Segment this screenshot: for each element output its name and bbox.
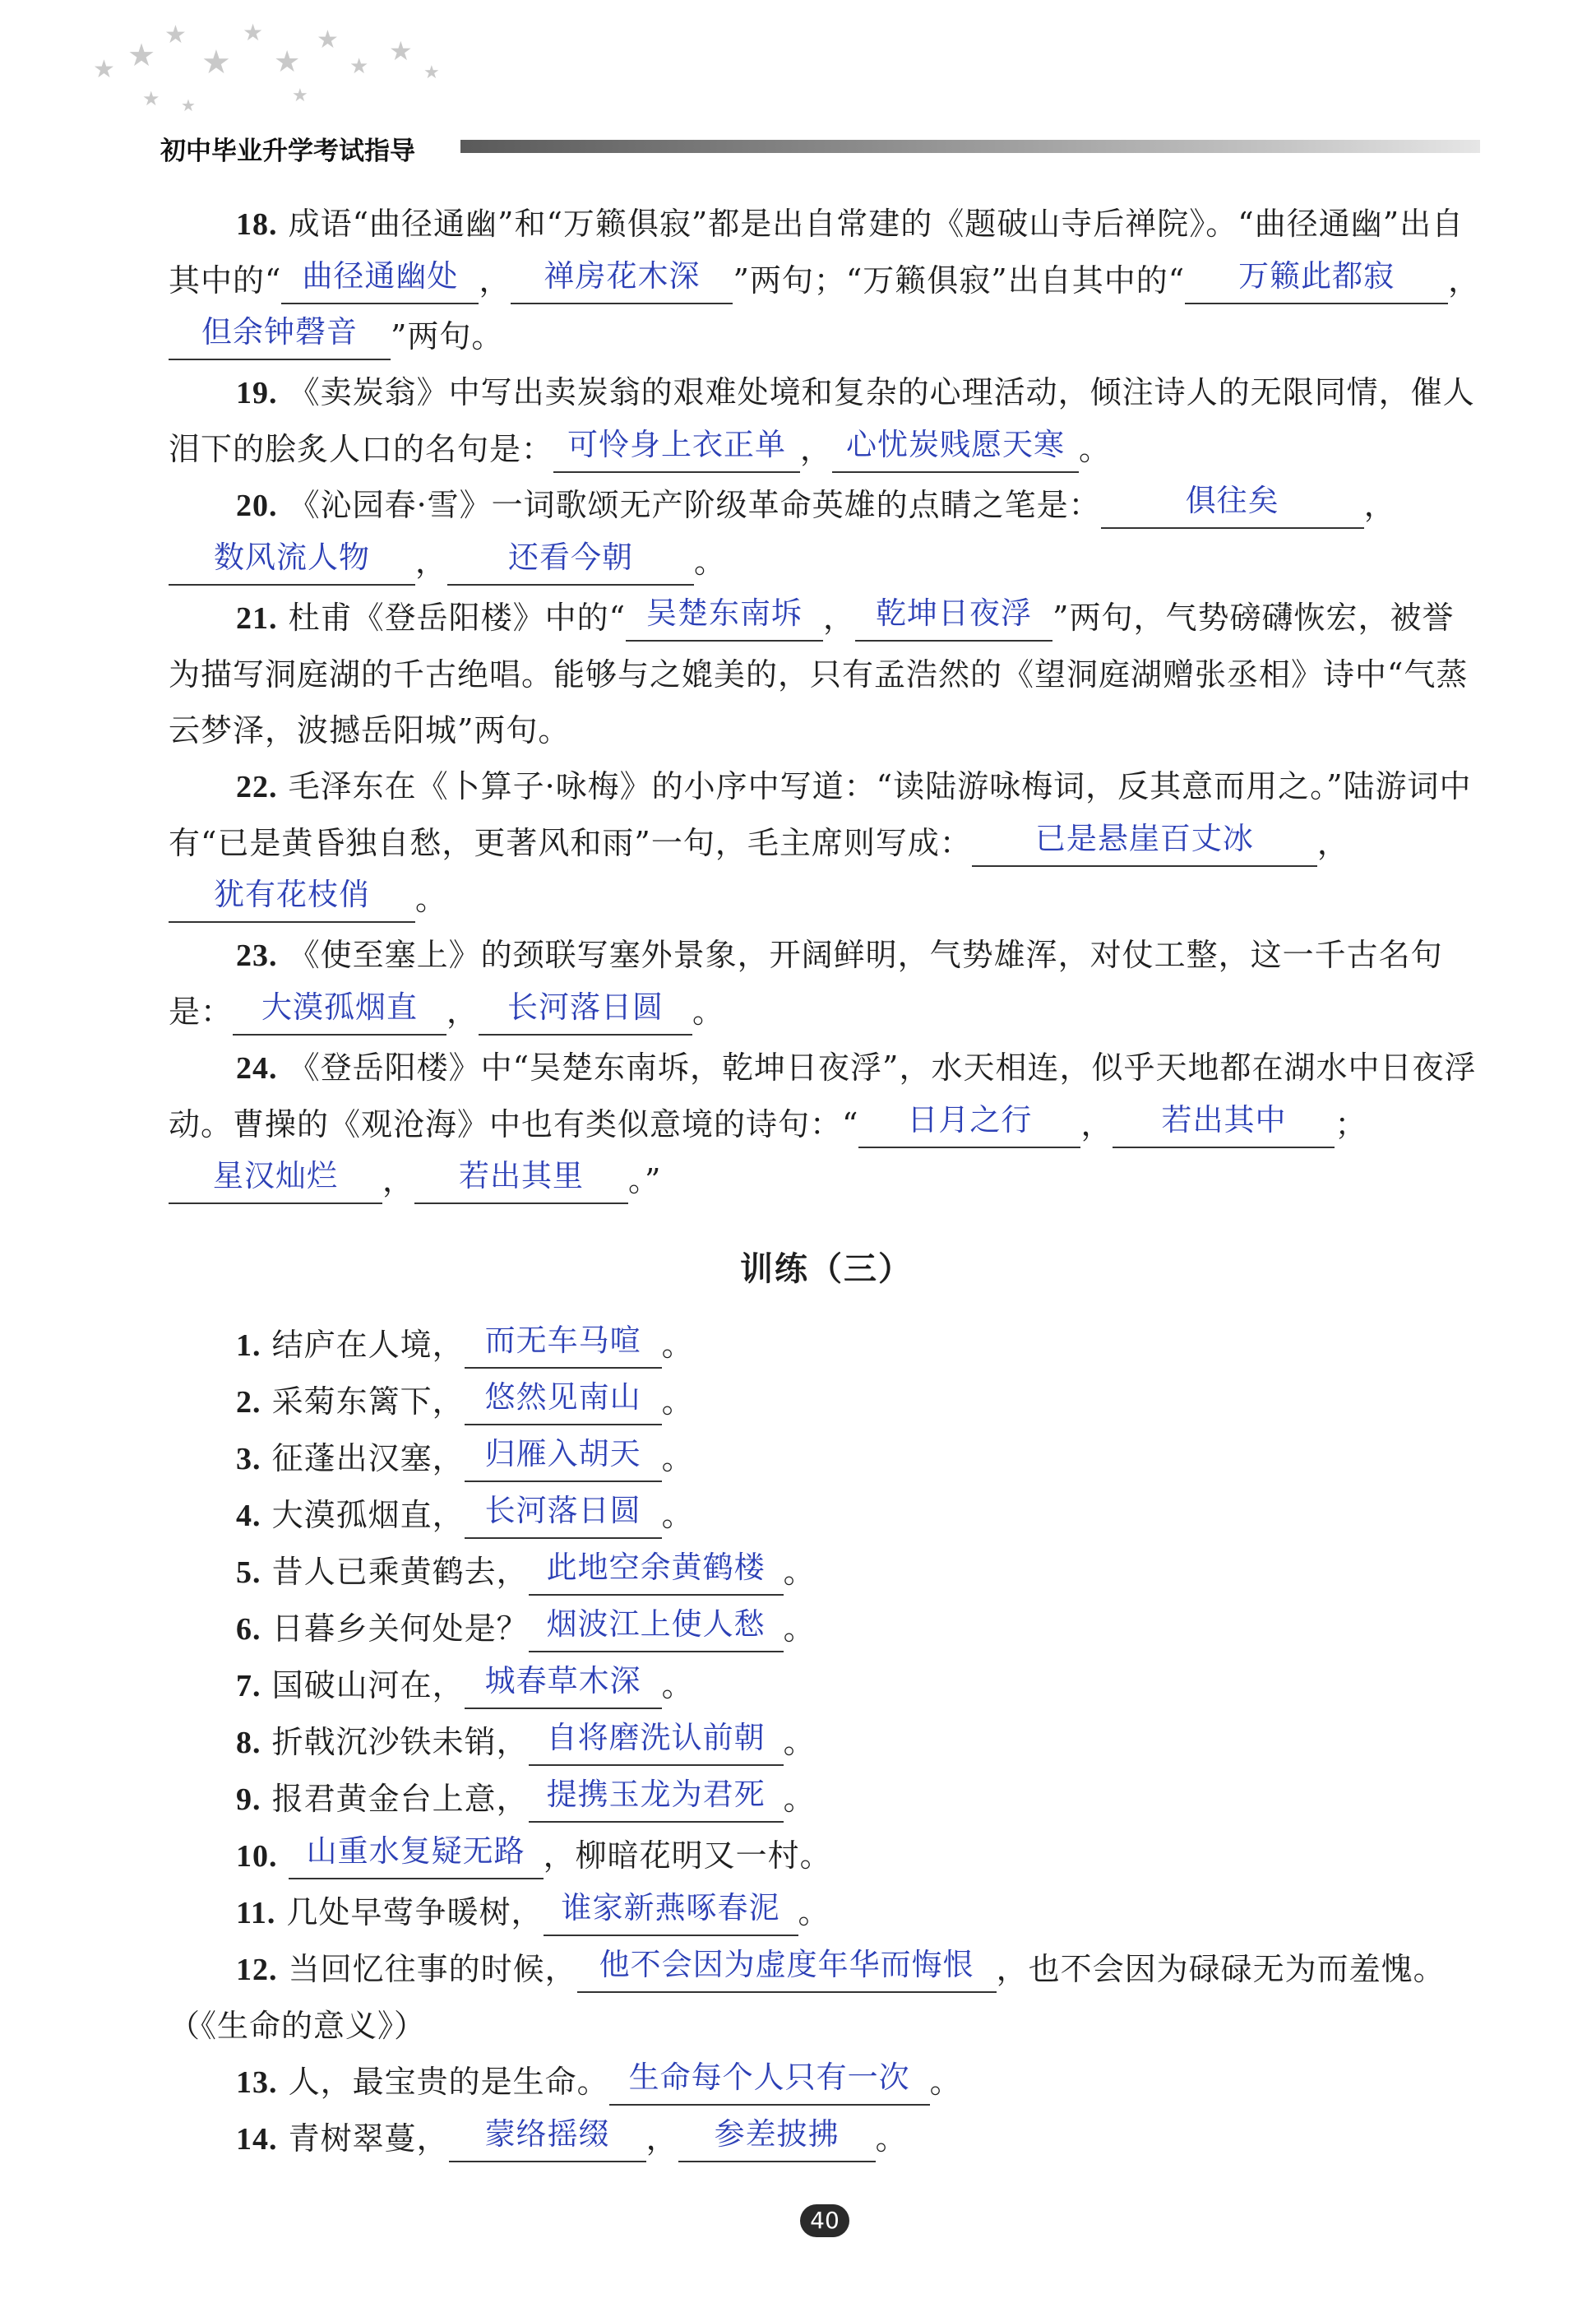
question-number: 13. [236, 2065, 278, 2100]
drill-item: 4. 大漠孤烟直， 长河落日圆 。 [169, 1487, 1484, 1544]
answer-blank[interactable]: 若出其里 [414, 1159, 628, 1204]
answer-blank[interactable]: 大漠孤烟直 [233, 990, 446, 1036]
answer-blank[interactable]: 参差披拂 [678, 2117, 876, 2162]
answer-blank[interactable]: 但余钟磬音 [169, 315, 391, 360]
question-number: 24. [236, 1051, 278, 1086]
answer-blank[interactable]: 心忧炭贱愿天寒 [832, 428, 1079, 473]
question-24: 24. 《登岳阳楼》中“吴楚东南坼，乾坤日夜浮”，水天相连，似乎天地都在湖水中日夜浮动。曹操的《观沧海》中也有类似意境的诗句：“ 日月之行 ， 若出其中 ；星汉灿烂 ， 若出其里 。” [169, 1040, 1484, 1208]
question-number: 22. [236, 770, 278, 804]
answer-blank[interactable]: 可怜身上衣正单 [553, 428, 800, 473]
decorative-stars: ★ ★ ★ ★ ★ ★ ★ ★ ★ ★ ★ ★ ★ [93, 19, 440, 115]
question-number: 23. [236, 938, 278, 973]
drill-item: 12. 当回忆往事的时候， 他不会因为虚度年华而悔恨 ，也不会因为碌碌无为而羞愧。（《生命的意义》） [169, 1947, 1446, 2044]
question-number: 1. [236, 1328, 261, 1363]
answer-blank[interactable]: 城春草木深 [465, 1664, 662, 1709]
question-18: 18. 成语“曲径通幽”和“万籁俱寂”都是出自常建的《题破山寺后禅院》。“曲径通幽”出自其中的“ 曲径通幽处 ， 禅房花木深 ”两句；“万籁俱寂”出自其中的“ 万籁此都寂 ，但余钟磬音 ”两句。 [169, 196, 1484, 364]
drill-item: 14. 青树翠蔓， 蒙络摇缀 ， 参差披拂 。 [169, 2111, 1484, 2167]
answer-blank[interactable]: 数风流人物 [169, 540, 415, 586]
answer-blank[interactable]: 此地空余黄鹤楼 [529, 1550, 784, 1596]
question-number: 8. [236, 1726, 261, 1760]
answer-blank[interactable]: 乾坤日夜浮 [855, 596, 1052, 642]
answer-blank[interactable]: 提携玉龙为君死 [529, 1777, 784, 1823]
answer-blank[interactable]: 俱往矣 [1101, 484, 1364, 529]
answer-blank[interactable]: 还看今朝 [447, 540, 694, 586]
question-23: 23. 《使至塞上》的颈联写塞外景象，开阔鲜明，气势雄浑，对仗工整，这一千古名句是： 大漠孤烟直 ， 长河落日圆 。 [169, 927, 1484, 1040]
section-title: 训练（三） [740, 1250, 913, 1288]
question-number: 19. [236, 376, 278, 410]
question-number: 7. [236, 1669, 261, 1703]
answer-blank[interactable]: 山重水复疑无路 [289, 1834, 544, 1879]
answer-blank[interactable]: 吴楚东南坼 [626, 596, 823, 642]
question-21: 21. 杜甫《登岳阳楼》中的“ 吴楚东南坼 ， 乾坤日夜浮 ”两句，气势磅礴恢宏，被誉为描写洞庭湖的千古绝唱。能够与之媲美的，只有孟浩然的《望洞庭湖赠张丞相》诗中“气蒸云梦泽，波撼岳阳城”两句。 [169, 595, 1469, 748]
header-bar [460, 140, 1480, 153]
question-number: 10. [236, 1839, 278, 1874]
question-number: 2. [236, 1385, 261, 1420]
drill-item: 3. 征蓬出汉塞， 归雁入胡天 。 [169, 1430, 1484, 1487]
question-20: 20. 《沁园春·雪》一词歌颂无产阶级革命英雄的点睛之笔是： 俱往矣 ，数风流人物 ， 还看今朝 。 [169, 477, 1484, 590]
answer-blank[interactable]: 生命每个人只有一次 [609, 2060, 930, 2106]
answer-blank[interactable]: 自将磨洗认前朝 [529, 1721, 784, 1766]
question-number: 5. [236, 1555, 261, 1590]
question-number: 20. [236, 489, 278, 523]
question-number: 21. [236, 601, 278, 636]
question-number: 14. [236, 2122, 278, 2157]
answer-blank[interactable]: 曲径通幽处 [281, 259, 479, 304]
drill-item: 5. 昔人已乘黄鹤去， 此地空余黄鹤楼 。 [169, 1544, 1484, 1601]
question-number: 12. [236, 1953, 278, 1987]
drill-item: 9. 报君黄金台上意， 提携玉龙为君死 。 [169, 1771, 1484, 1828]
answer-blank[interactable]: 日月之行 [858, 1103, 1080, 1148]
answer-blank[interactable]: 烟波江上使人愁 [529, 1607, 784, 1652]
drill-item: 1. 结庐在人境， 而无车马喧 。 [169, 1317, 1484, 1374]
drill-list [169, 1317, 1484, 2111]
drill-item: 11. 几处早莺争暖树， 谁家新燕啄春泥 。 [169, 1884, 1484, 1941]
answer-blank[interactable]: 已是悬崖百丈冰 [972, 822, 1317, 867]
answer-blank[interactable]: 而无车马喧 [465, 1323, 662, 1369]
question-number: 3. [236, 1442, 261, 1476]
drill-item: 6. 日暮乡关何处是？ 烟波江上使人愁 。 [169, 1601, 1484, 1657]
answer-blank[interactable]: 万籁此都寂 [1185, 259, 1448, 304]
answer-blank[interactable]: 归雁入胡天 [465, 1437, 662, 1482]
drill-item: 7. 国破山河在， 城春草木深 。 [169, 1657, 1484, 1714]
drill-item: 8. 折戟沉沙铁未销， 自将磨洗认前朝 。 [169, 1714, 1484, 1771]
question-22: 22. 毛泽东在《卜算子·咏梅》的小序中写道：“读陆游咏梅词，反其意而用之。”陆游词中有“已是黄昏独自愁，更著风和雨”一句，毛主席则写成： 已是悬崖百丈冰 ，犹有花枝俏 。 [169, 758, 1484, 927]
question-number: 4. [236, 1499, 261, 1533]
question-19: 19. 《卖炭翁》中写出卖炭翁的艰难处境和复杂的心理活动，倾注诗人的无限同情，催人泪下的脍炙人口的名句是： 可怜身上衣正单 ， 心忧炭贱愿天寒 。 [169, 364, 1484, 477]
question-number: 6. [236, 1612, 261, 1647]
question-number: 18. [236, 207, 278, 242]
drill-item: 10. 山重水复疑无路 ，柳暗花明又一村。 [169, 1828, 1484, 1884]
header-title: 初中毕业升学考试指导 [160, 137, 415, 166]
answer-blank[interactable]: 星汉灿烂 [169, 1159, 382, 1204]
question-number: 9. [236, 1782, 261, 1817]
answer-blank[interactable]: 犹有花枝俏 [169, 878, 415, 923]
drill-item: 13. 人，最宝贵的是生命。 生命每个人只有一次 。 [169, 2054, 1484, 2111]
answer-blank[interactable]: 蒙络摇缀 [449, 2117, 646, 2162]
answer-blank[interactable]: 他不会因为虚度年华而悔恨 [577, 1948, 997, 1993]
page-number: 40 [800, 2204, 849, 2237]
answer-blank[interactable]: 悠然见南山 [465, 1380, 662, 1425]
answer-blank[interactable]: 禅房花木深 [511, 259, 733, 304]
answer-blank[interactable]: 若出其中 [1113, 1103, 1335, 1148]
drill-item: 2. 采菊东篱下， 悠然见南山 。 [169, 1374, 1484, 1430]
answer-blank[interactable]: 长河落日圆 [465, 1494, 662, 1539]
question-number: 11. [236, 1896, 276, 1930]
answer-blank[interactable]: 谁家新燕啄春泥 [544, 1891, 798, 1936]
answer-blank[interactable]: 长河落日圆 [479, 990, 692, 1036]
worksheet-content [169, 196, 1484, 2167]
